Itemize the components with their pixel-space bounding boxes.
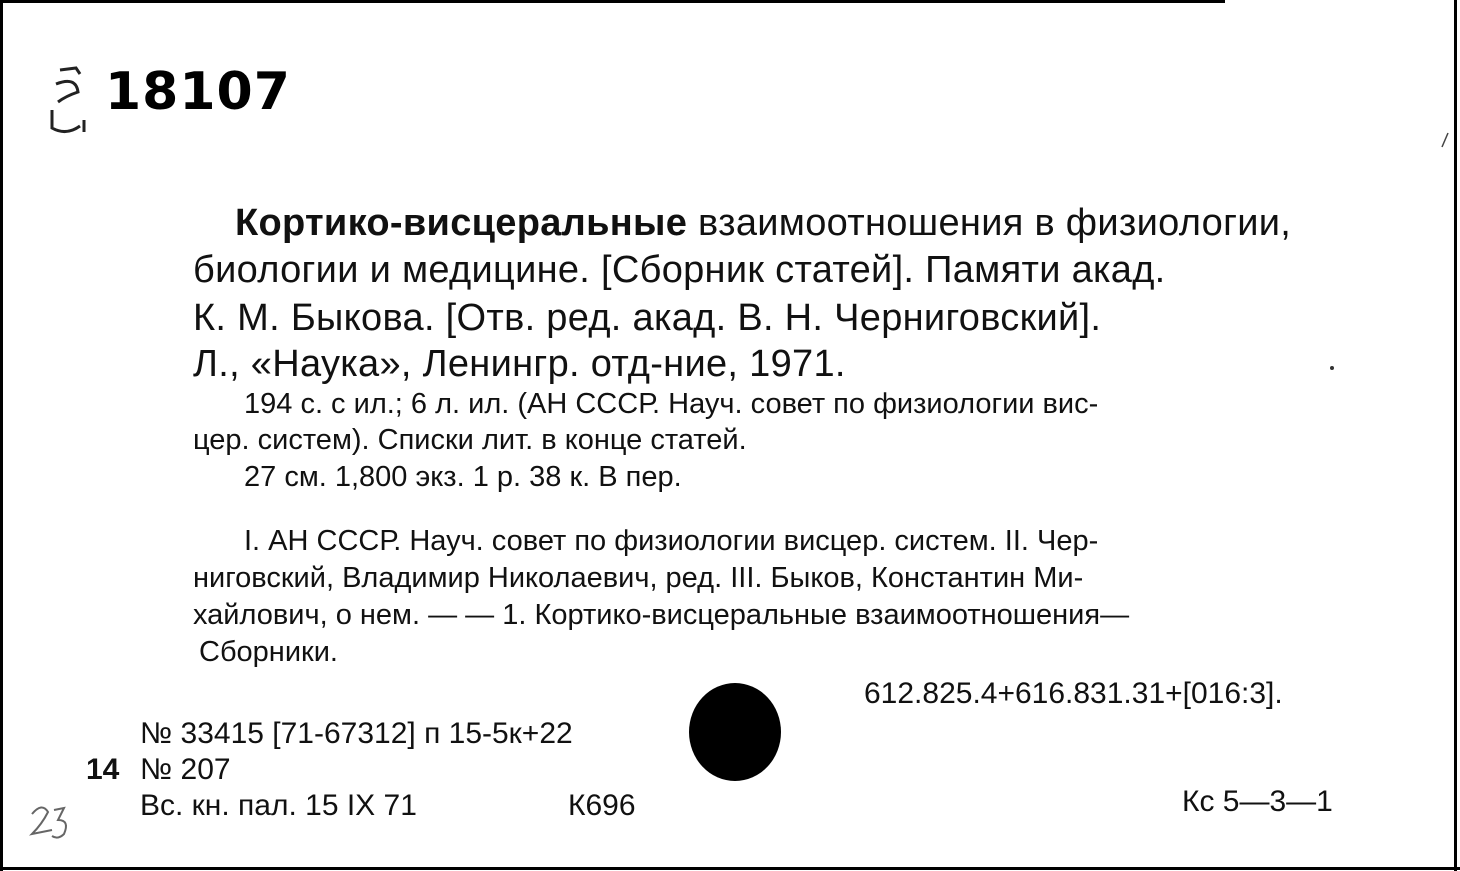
book-chamber-line: Вс. кн. пал. 15 IX 71 (140, 789, 417, 822)
punch-hole (689, 683, 781, 781)
imprint-line: Л., «Наука», Ленингр. отд-ние, 1971. (193, 343, 846, 385)
tracing-line-1: I. АН СССР. Науч. совет по физиологии висцер. систем. II. Чер- (244, 525, 1099, 557)
card-border-top (0, 0, 1225, 3)
stamp-mark-icon (46, 62, 90, 142)
corner-mark-icon (1440, 132, 1450, 148)
card-border-left (0, 0, 3, 871)
author-code: К696 (568, 789, 636, 822)
title-line-2: биологии и медицине. [Сборник статей]. Памяти акад. (193, 249, 1166, 291)
title-line-1 (235, 202, 1291, 245)
title-rest: взаимоотношения в физиологии, (687, 202, 1292, 244)
title-line-3: К. М. Быкова. [Отв. ред. акад. В. Н. Черниговский]. (193, 297, 1102, 339)
udc-classification: 612.825.4+616.831.31+[016:3]. (864, 677, 1283, 710)
description-line-3: 27 см. 1,800 экз. 1 р. 38 к. В пер. (244, 461, 682, 493)
kc-code: Кс 5—3—1 (1182, 785, 1333, 818)
tracing-line-2: ниговский, Владимир Николаевич, ред. III. Быков, Константин Ми- (193, 562, 1084, 594)
title-bold: Кортико-висцеральные (235, 202, 688, 244)
tracing-line-4: Сборники. (199, 636, 338, 668)
description-line-1: 194 с. с ил.; 6 л. ил. (АН СССР. Науч. совет по физиологии вис- (244, 388, 1099, 420)
card-number: 18107 (105, 62, 291, 122)
number-207: № 207 (140, 753, 231, 786)
card-border-bottom (0, 867, 1460, 870)
handwritten-mark-icon (28, 800, 80, 844)
tracing-line-3: хайлович, о нем. — — 1. Кортико-висцеральные взаимоотношения— (193, 599, 1130, 631)
speck (1330, 366, 1334, 370)
copy-count: 14 (86, 753, 120, 786)
card-border-right (1454, 0, 1457, 871)
order-number-line: № 33415 [71-67312] п 15-5к+22 (140, 717, 573, 750)
description-line-2: цер. систем). Списки лит. в конце статей. (193, 424, 747, 456)
